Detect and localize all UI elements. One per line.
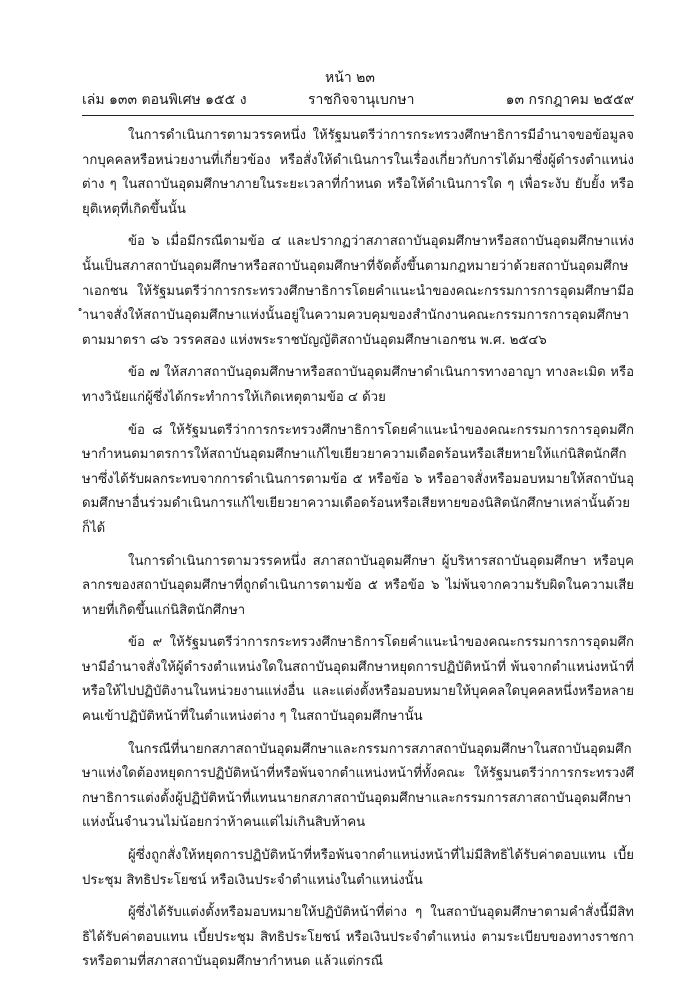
paragraph-clause-8: ข้อ ๘ ให้รัฐมนตรีว่าการกระทรวงศึกษาธิการโดยคำแนะนำของคณะกรรมการการอุดมศึกษากำหนดมาตรการให้สถาบันอุดมศึกษาแก้ไขเยียวยาความเดือดร้อนหรือเสียหายให้แก่นิสิตนักศึกษาซึ่งได้รับผลกระทบจากการดำเนินการตามข้อ ๕ หรือข้อ ๖ หรืออาจสั่งหรือมอบหมายให้สถาบันอุดมศึกษาอื่นร่วมดำเนินการแก้ไขเยียวยาความเดือดร้อนหรือเสียหายของนิสิตนักศึกษาเหล่านั้นด้วยก็ได้ <box>82 422 634 536</box>
publication-date: ๑๓ กรกฎาคม ๒๕๕๙ <box>505 92 634 108</box>
document-body <box>82 124 634 975</box>
page-number: หน้า ๒๓ <box>325 70 375 86</box>
paragraph-clause-7: ข้อ ๗ ให้สภาสถาบันอุดมศึกษาหรือสถาบันอุดมศึกษาดำเนินการทางอาญา ทางละเมิด หรือทางวินัยแก่ผู้ซึ่งได้กระทำการให้เกิดเหตุตามข้อ ๔ ด้วย <box>82 365 634 405</box>
paragraph: ผู้ซึ่งได้รับแต่งตั้งหรือมอบหมายให้ปฏิบัติหน้าที่ต่าง ๆ ในสถาบันอุดมศึกษาตามคำสั่งนี้มีสิทธิได้รับค่าตอบแทน เบี้ยประชุม สิทธิประโยชน์ หรือเงินประจำตำแหน่ง ตามระเบียบของทางราชการหรือตามที่สภาสถาบันอุดมศึกษากำหนด แล้วแต่กรณี <box>82 905 634 970</box>
paragraph: ในกรณีที่นายกสภาสถาบันอุดมศึกษาและกรรมการสภาสถาบันอุดมศึกษาในสถาบันอุดมศึกษาแห่งใดต้องหยุดการปฏิบัติหน้าที่หรือพ้นจากตำแหน่งหน้าที่ทั้งคณะ ให้รัฐมนตรีว่าการกระทรวงศึกษาธิการแต่งตั้งผู้ปฏิบัติหน้าที่แทนนายกสภาสถาบันอุดมศึกษาและกรรมการสภาสถาบันอุดมศึกษาแห่งนั้นจำนวนไม่น้อยกว่าห้าคนแต่ไม่เกินสิบห้าคน <box>82 741 634 831</box>
volume-issue: เล่ม ๑๓๓ ตอนพิเศษ ๑๕๕ ง <box>82 92 247 108</box>
gazette-header <box>82 91 634 111</box>
header-divider <box>82 115 634 116</box>
paragraph-clause-6: ข้อ ๖ เมื่อมีกรณีตามข้อ ๔ และปรากฏว่าสภาสถาบันอุดมศึกษาหรือสถาบันอุดมศึกษาแห่งนั้นเป็นสภาสถาบันอุดมศึกษาหรือสถาบันอุดมศึกษาที่จัดตั้งขึ้นตามกฎหมายว่าด้วยสถาบันอุดมศึกษาเอกชน ให้รัฐมนตรีว่าการกระทรวงศึกษาธิการโดยคำแนะนำของคณะกรรมการการอุดมศึกษามีอำนาจสั่งให้สถาบันอุดมศึกษาแห่งนั้นอยู่ในความควบคุมของสำนักงานคณะกรรมการการอุดมศึกษาตามมาตรา ๘๖ วรรคสอง แห่งพระราชบัญญัติสถาบันอุดมศึกษาเอกชน พ.ศ. ๒๕๔๖ <box>82 234 634 348</box>
paragraph-clause-9: ข้อ ๙ ให้รัฐมนตรีว่าการกระทรวงศึกษาธิการโดยคำแนะนำของคณะกรรมการการอุดมศึกษามีอำนาจสั่งให้ผู้ดำรงตำแหน่งใดในสถาบันอุดมศึกษาหยุดการปฏิบัติหน้าที่ พ้นจากตำแหน่งหน้าที่ หรือให้ไปปฏิบัติงานในหน่วยงานแห่งอื่น และแต่งตั้งหรือมอบหมายให้บุคคลใดบุคคลหนึ่งหรือหลายคนเข้าปฏิบัติหน้าที่ในตำแหน่งต่าง ๆ ในสถาบันอุดมศึกษานั้น <box>82 635 634 725</box>
paragraph: ผู้ซึ่งถูกสั่งให้หยุดการปฏิบัติหน้าที่หรือพ้นจากตำแหน่งหน้าที่ไม่มีสิทธิได้รับค่าตอบแทน เบี้ยประชุม สิทธิประโยชน์ หรือเงินประจำตำแหน่งในตำแหน่งนั้น <box>82 848 634 888</box>
publication-name: ราชกิจจานุเบกษา <box>308 92 415 108</box>
paragraph: ในการดำเนินการตามวรรคหนึ่ง ให้รัฐมนตรีว่าการกระทรวงศึกษาธิการมีอำนาจขอข้อมูลจากบุคคลหรือหน่วยงานที่เกี่ยวข้อง หรือสั่งให้ดำเนินการในเรื่องเกี่ยวกับการได้มาซึ่งผู้ดำรงตำแหน่งต่าง ๆ ในสถาบันอุดมศึกษาภายในระยะเวลาที่กำหนด หรือให้ดำเนินการใด ๆ เพื่อระงับ ยับยั้ง หรือยุติเหตุที่เกิดขึ้นนั้น <box>82 128 634 217</box>
paragraph: ในการดำเนินการตามวรรคหนึ่ง สภาสถาบันอุดมศึกษา ผู้บริหารสถาบันอุดมศึกษา หรือบุคลากรของสถาบันอุดมศึกษาที่ถูกดำเนินการตามข้อ ๕ หรือข้อ ๖ ไม่พ้นจากความรับผิดในความเสียหายที่เกิดขึ้นแก่นิสิตนักศึกษา <box>82 553 634 618</box>
